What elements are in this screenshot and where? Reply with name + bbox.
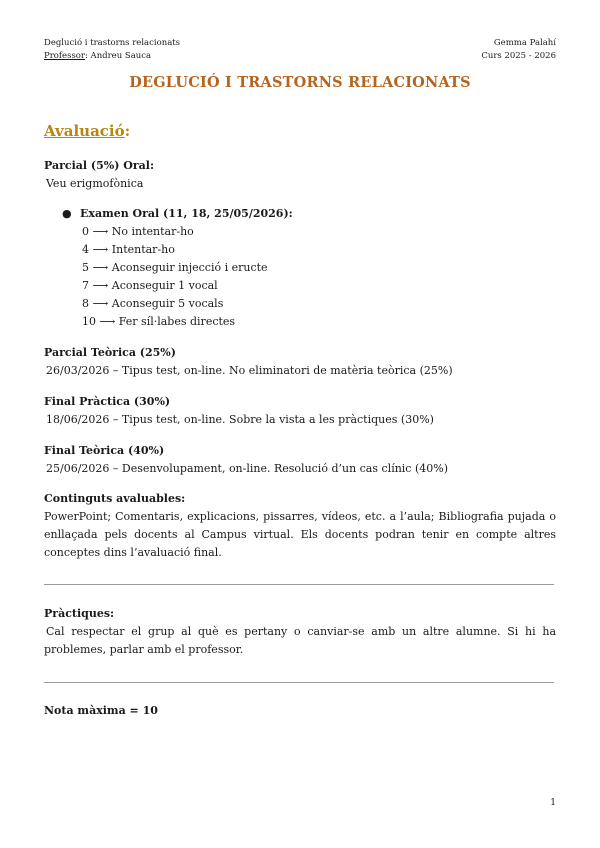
divider (44, 584, 554, 585)
final-teorica-heading: Final Teòrica (40%) (44, 444, 165, 457)
professor-label: Professor (44, 50, 85, 61)
parcial-teorica-text: 26/03/2026 – Tipus test, on-line. No eliminatori de matèria teòrica (25%) (46, 364, 453, 377)
author-name: Gemma Palahí (493, 38, 556, 48)
section-label: Avaluació (44, 122, 125, 140)
list-item: 4 ⟶ Intentar-ho (82, 243, 175, 256)
list-item: 10 ⟶ Fer síl·labes directes (82, 315, 236, 328)
practiques-block (44, 605, 556, 659)
final-teorica-text: 25/06/2026 – Desenvolupament, on-line. Resolució d’un cas clínic (40%) (46, 462, 448, 475)
final-practica-heading: Final Pràctica (30%) (44, 395, 171, 408)
list-item: 7 ⟶ Aconseguir 1 vocal (82, 279, 218, 292)
final-practica-text: 18/06/2026 – Tipus test, on-line. Sobre la vista a les pràctiques (30%) (46, 413, 434, 426)
continguts-block (44, 490, 556, 562)
parcial-oral-block (44, 157, 556, 193)
parcial-teorica-heading: Parcial Teòrica (25%) (44, 346, 176, 359)
section-heading (44, 122, 130, 140)
final-teorica-block (44, 442, 556, 478)
parcial-teorica-block (44, 344, 556, 380)
section-colon: : (124, 122, 131, 140)
nota-maxima: Nota màxima = 10 (44, 704, 158, 717)
parcial-oral-heading: Parcial (5%) Oral: (44, 159, 154, 172)
exam-oral-label: Examen Oral (11, 18, 25/05/2026): (80, 207, 293, 220)
course-name: Deglució i trastorns relacionats (44, 38, 181, 48)
continguts-text: PowerPoint; Comentaris, explicacions, pissarres, vídeos, etc. a l’aula; Bibliografia pujada o enllaçada pels docents al Campus virtual. Els docents podran tenir en compte altres conceptes dins l’avaluació final. (44, 510, 556, 559)
course-year: Curs 2025 - 2026 (481, 50, 556, 61)
header-left (44, 37, 180, 62)
exam-oral-list (62, 205, 293, 331)
header-right (481, 37, 556, 62)
parcial-oral-text: Veu erigmofònica (46, 177, 144, 190)
continguts-heading: Continguts avaluables: (44, 492, 186, 505)
list-item: 0 ⟶ No intentar-ho (82, 225, 194, 238)
practiques-heading: Pràctiques: (44, 607, 115, 620)
document-title: DEGLUCIÓ I TRASTORNS RELACIONATS (129, 74, 471, 91)
bullet-icon: ● (62, 207, 72, 220)
list-item: 8 ⟶ Aconseguir 5 vocals (82, 297, 224, 310)
professor-name: : Andreu Sauca (84, 50, 152, 61)
practiques-text: Cal respectar el grup al què es pertany o canviar-se amb un altre alumne. Si hi ha problemes, parlar amb el professor. (44, 625, 556, 656)
exam-oral-items (62, 223, 293, 331)
final-practica-block (44, 393, 556, 429)
exam-oral-heading (62, 205, 293, 223)
divider (44, 682, 554, 683)
page-number: 1 (550, 798, 556, 808)
professor-line (44, 50, 180, 63)
list-item: 5 ⟶ Aconseguir injecció i eructe (82, 261, 268, 274)
